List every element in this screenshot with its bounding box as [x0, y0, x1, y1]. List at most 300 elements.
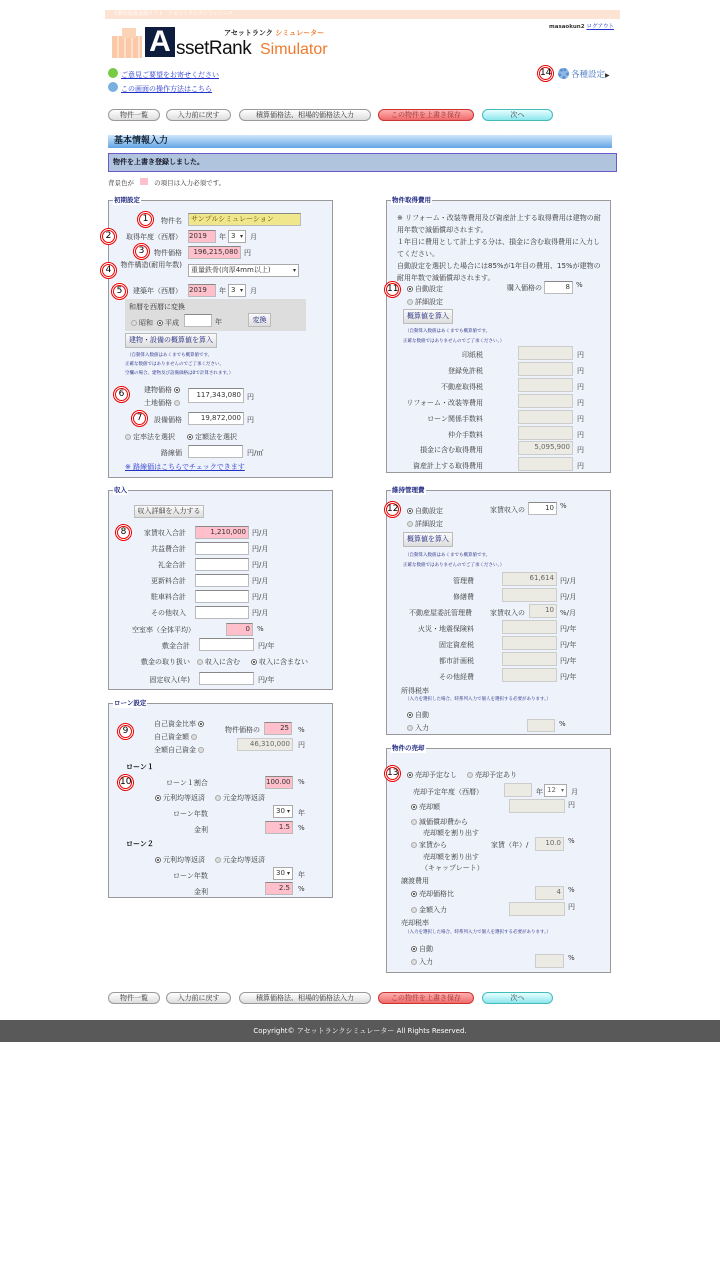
note: （自動算入数値はあくまでも概算値です。: [405, 329, 491, 334]
label: 金利: [194, 826, 208, 834]
label: 印紙税: [462, 351, 483, 359]
marker-10: 10: [117, 774, 134, 791]
label: 不動産屋委託管理費: [409, 609, 472, 617]
unit: %: [576, 281, 583, 289]
label: ローン１割合: [166, 779, 208, 787]
sale-tax-auto-radio[interactable]: [409, 944, 433, 954]
radio-label: 自動: [415, 711, 429, 719]
sale-tax-input[interactable]: [535, 954, 564, 968]
income-tax-input[interactable]: [527, 719, 555, 732]
showa-radio[interactable]: [129, 318, 153, 328]
label: 家賃収入の: [490, 506, 525, 514]
built-year-input[interactable]: 2019: [188, 284, 216, 297]
property-list-button[interactable]: 物件一覧: [108, 992, 160, 1004]
label: その他経費: [439, 673, 474, 681]
note: （自動算入数値はあくまでも概算値です。: [127, 353, 213, 358]
all-own-radio[interactable]: [154, 745, 206, 755]
unit: 円/年: [258, 642, 275, 650]
desc-line: 耐用年数で減価償却されます。: [397, 274, 495, 282]
insurance-input[interactable]: [502, 620, 557, 634]
label: 物件価格: [154, 249, 182, 257]
include-deposit-radio[interactable]: [195, 657, 240, 667]
radio-icon: [411, 842, 417, 848]
marker-3: 3: [133, 243, 150, 260]
radio-icon: [155, 857, 161, 863]
route-price-input[interactable]: [188, 445, 243, 458]
loan1-ratio-input[interactable]: 100.00: [265, 776, 293, 789]
unit: 円/月: [252, 529, 269, 537]
sale-year-input[interactable]: [504, 783, 532, 797]
era-year-input[interactable]: [184, 314, 212, 327]
era-converter: [125, 299, 306, 331]
unit: 年: [536, 788, 543, 796]
panel-title: 収入: [114, 486, 127, 494]
loan2-equal-payment-radio[interactable]: [153, 855, 205, 865]
radio-label: 建物価格: [144, 386, 172, 394]
settings-label: 各種設定: [571, 70, 606, 80]
unit: 円: [568, 801, 575, 809]
unit: 円/年: [560, 657, 577, 665]
label: 家賃収入の: [490, 609, 525, 617]
radio-icon: [411, 946, 417, 952]
radio-icon: [407, 286, 413, 292]
reform-cost-input[interactable]: [518, 394, 573, 408]
unit: 円/年: [258, 676, 275, 684]
acquisition-description: [397, 212, 601, 284]
radio-icon: [467, 772, 473, 778]
management-fee-input[interactable]: 61,614: [502, 572, 557, 586]
radio-label: 自動設定: [415, 507, 443, 515]
help-link[interactable]: この画面の操作方法はこちら: [121, 85, 212, 93]
radio-icon: [197, 659, 203, 665]
acquisition-tax-input[interactable]: [518, 378, 573, 392]
label: 路線価: [161, 449, 182, 457]
unit: 円: [244, 249, 251, 257]
logo-text-simulator: Simulator: [260, 41, 328, 58]
desc-line: 自動設定を選択した場合には85%が1年目の費用、15%が建物の: [397, 262, 601, 270]
sale-tax-heading: 売却税率: [401, 919, 429, 927]
property-price-input[interactable]: 196,215,080: [188, 246, 241, 259]
radio-label: 全額自己資金: [154, 746, 196, 754]
radio-label: 売却予定なし: [415, 771, 457, 779]
logo-mark: A: [145, 27, 175, 57]
structure-select[interactable]: 重量鉄骨(肉厚4mm以上) ▾: [188, 264, 299, 277]
label: 駐車料合計: [151, 593, 186, 601]
property-list-button[interactable]: 物件一覧: [108, 109, 160, 121]
loan2-equal-principal-radio[interactable]: [213, 855, 265, 865]
common-fee-input[interactable]: [195, 542, 249, 555]
desc-line: ※ リフォーム・改装等費用及び資産計上する取得費用は建物の耐: [397, 214, 601, 222]
unit: 円: [577, 415, 584, 423]
purchase-pct-input[interactable]: 8: [544, 281, 573, 294]
marker-8: 8: [115, 524, 132, 541]
gear-icon[interactable]: [558, 68, 569, 79]
built-month-select[interactable]: 3 ▾: [228, 284, 246, 297]
unit: %/月: [560, 609, 577, 617]
unit: %: [257, 625, 264, 633]
unit: 円: [577, 351, 584, 359]
radio-icon: [198, 747, 204, 753]
mail-icon: [108, 68, 118, 78]
note: （入力を選択した場合、時系列入力で個人を選択する必要があります。）: [405, 930, 551, 935]
unit: 円/年: [560, 641, 577, 649]
unit: 円: [577, 462, 584, 470]
parking-fee-input[interactable]: [195, 590, 249, 603]
sale-tax-input-radio[interactable]: [409, 957, 433, 967]
label: 固定収入(年): [149, 676, 190, 684]
no-sale-radio[interactable]: [405, 770, 457, 780]
radio-label: 家賃から: [419, 841, 447, 849]
radio-label: 詳細設定: [415, 298, 443, 306]
rent-pct-input[interactable]: 10: [528, 502, 557, 515]
label: 物件価格の: [225, 726, 260, 734]
sale-amount-input[interactable]: [509, 799, 565, 813]
radio-icon: [174, 400, 180, 406]
required-legend: [108, 178, 225, 187]
brokerage-fee-input[interactable]: [518, 426, 573, 440]
radio-icon: [198, 721, 204, 727]
username: masaokun2: [549, 24, 585, 30]
label: 登録免許税: [448, 367, 483, 375]
from-depreciation-radio[interactable]: [409, 817, 468, 827]
note: 正確な数値ではありませんのでご了承ください。）: [403, 563, 505, 568]
price-ratio-radio[interactable]: [409, 889, 454, 899]
radio-label: 入力: [415, 724, 429, 732]
radio-label: 自動設定: [415, 285, 443, 293]
label: 建築年（西暦）: [133, 287, 182, 295]
label: 修繕費: [453, 593, 474, 601]
unit: %: [298, 885, 305, 893]
feedback-link[interactable]: ご意見ご要望をお寄せください: [121, 71, 219, 79]
year-unit: 年: [215, 318, 222, 326]
auto-setting-radio[interactable]: [405, 506, 443, 516]
unit: 円: [577, 446, 584, 454]
radio-icon: [407, 712, 413, 718]
radio-icon: [407, 772, 413, 778]
radio-label: 売却予定あり: [475, 771, 517, 779]
amount-input-radio[interactable]: [409, 905, 447, 915]
label: 都市計画税: [439, 657, 474, 665]
unit: %: [298, 726, 305, 734]
building-price-input[interactable]: 117,343,080: [188, 388, 244, 403]
unit: 円: [298, 741, 305, 749]
stamp-tax-input[interactable]: [518, 346, 573, 360]
panel-title: 物件取得費用: [392, 196, 431, 204]
marker-12: 12: [384, 501, 401, 518]
estimate-button[interactable]: 概算値を算入: [403, 532, 453, 547]
panel-title: 初期設定: [114, 196, 140, 204]
note: （自動算入数値はあくまでも概算値です。: [405, 553, 491, 558]
marker-11: 11: [384, 281, 401, 298]
acquisition-month-select[interactable]: 3 ▾: [228, 230, 246, 243]
marker-9: 9: [117, 723, 134, 740]
unit: 円: [577, 399, 584, 407]
loan1-equal-payment-radio[interactable]: [153, 793, 205, 803]
caret-right-icon: ▶: [605, 72, 610, 79]
unit: 円: [577, 431, 584, 439]
label: 管理費: [453, 577, 474, 585]
cap-rate-input[interactable]: 10.0: [535, 837, 564, 851]
radio-icon: [131, 320, 137, 326]
own-amount-input[interactable]: 46,310,000: [237, 738, 293, 751]
next-button[interactable]: 次へ: [482, 109, 553, 121]
marker-1: 1: [137, 211, 154, 228]
transfer-ratio-input[interactable]: 4: [535, 886, 564, 900]
required-swatch: [140, 178, 148, 185]
repair-cost-input[interactable]: [502, 588, 557, 602]
label: 空室率（全体平均）: [132, 626, 195, 634]
marker-6: 6: [113, 386, 130, 403]
fixed-income-input[interactable]: [199, 672, 254, 685]
tax-auto-radio[interactable]: [405, 710, 429, 720]
unit: 円/月: [252, 577, 269, 585]
overwrite-save-button[interactable]: この物件を上書き保存: [378, 992, 474, 1004]
label: 共益費合計: [151, 545, 186, 553]
marker-13: 13: [384, 765, 401, 782]
deposit-input[interactable]: [199, 638, 254, 651]
transfer-amount-input[interactable]: [509, 902, 565, 916]
radio-icon: [407, 521, 413, 527]
label: ローン年数: [173, 810, 208, 818]
panel-title: 物件の売却: [392, 744, 425, 752]
label: リフォーム・改装等費用: [406, 399, 483, 407]
unit: 円: [247, 416, 254, 424]
valuation-input-button[interactable]: 積算価格法、相場的価格法入力: [239, 992, 371, 1004]
label: ローン関係手数料: [427, 415, 483, 423]
unit: %: [560, 502, 567, 510]
radio-icon: [187, 434, 193, 440]
detail-setting-radio[interactable]: [405, 519, 443, 529]
valuation-input-button[interactable]: 積算価格法、相場的価格法入力: [239, 109, 371, 121]
planned-sale-radio[interactable]: [465, 770, 517, 780]
converter-title: 和暦を西暦に変換: [129, 303, 185, 311]
radio-label: 売却額: [419, 803, 440, 811]
desc-line: １年目に費用として計上する分は、損金に含む取得費用に入力し: [397, 238, 600, 246]
radio-icon: [155, 795, 161, 801]
other-income-input[interactable]: [195, 606, 249, 619]
loan1-heading: ローン１: [126, 763, 154, 771]
key-money-input[interactable]: [195, 558, 249, 571]
panel-title: ローン設定: [114, 699, 147, 707]
equipment-price-input[interactable]: 19,872,000: [188, 412, 244, 425]
vacancy-rate-input[interactable]: 0: [226, 623, 253, 636]
note: 正確な数値ではありませんのでご了承ください。: [125, 362, 224, 367]
sale-month-select[interactable]: 12 ▾: [544, 784, 567, 797]
logo-text: ssetRank: [176, 38, 252, 59]
success-message: 物件を上書き登録しました。: [108, 153, 617, 172]
from-rent-radio[interactable]: [409, 840, 447, 850]
detail-setting-radio[interactable]: [405, 297, 443, 307]
radio-icon: [191, 734, 197, 740]
radio-icon: [251, 659, 257, 665]
radio-icon: [411, 804, 417, 810]
desc-line: てください。: [397, 250, 439, 258]
unit: %: [568, 954, 575, 962]
radio-label-line2: 売却額を割り出す: [423, 829, 479, 837]
capitalized-cost-input[interactable]: [518, 457, 573, 471]
radio-icon: [125, 434, 131, 440]
transfer-cost-heading: 譲渡費用: [401, 877, 429, 885]
loan-fee-input[interactable]: [518, 410, 573, 424]
radio-label: 自動: [419, 945, 433, 953]
label: その他収入: [151, 609, 186, 617]
loan2-rate-input[interactable]: 2.5: [265, 882, 293, 895]
label: 礼金合計: [158, 561, 186, 569]
unit: 円/年: [560, 673, 577, 681]
radio-label: 売却価格比: [419, 890, 454, 898]
other-expense-input[interactable]: [502, 668, 557, 682]
radio-icon: [407, 508, 413, 514]
month-unit: 月: [250, 287, 257, 295]
loan1-years-select[interactable]: 30 ▾: [273, 805, 293, 818]
panel-title: 維持管理費: [392, 486, 425, 494]
radio-label: 土地価格: [144, 399, 172, 407]
label: 金利: [194, 888, 208, 896]
radio-label: 元利均等返済: [163, 794, 205, 802]
route-price-link[interactable]: ※ 路線価はこちらでチェックできます: [125, 463, 245, 471]
acquisition-cost-panel: [386, 196, 611, 473]
declining-balance-radio[interactable]: [123, 432, 175, 442]
radio-label: 減価償却費から: [419, 818, 468, 826]
unit: 円/月: [252, 545, 269, 553]
city-planning-tax-input[interactable]: [502, 652, 557, 666]
convert-button[interactable]: 変換: [248, 313, 271, 327]
radio-label: 詳細設定: [415, 520, 443, 528]
label: 購入価格の: [507, 284, 542, 292]
own-ratio-input[interactable]: 25: [264, 722, 292, 735]
estimate-button[interactable]: 概算値を算入: [403, 309, 453, 324]
legend-text-2: の項目は入力必須です。: [154, 179, 226, 187]
logo-kana: [224, 29, 324, 38]
radio-label: 入力: [419, 958, 433, 966]
radio-icon: [411, 891, 417, 897]
label: 更新料合計: [151, 577, 186, 585]
property-name-input[interactable]: サンプルシミュレーション: [188, 213, 301, 226]
settings-link[interactable]: [571, 68, 610, 80]
next-button[interactable]: 次へ: [482, 992, 553, 1004]
label: 資産計上する取得費用: [413, 462, 483, 470]
unit: 円/㎡: [247, 449, 264, 457]
label: 取得年度（西暦）: [126, 233, 182, 241]
radio-label: 定率法を選択: [133, 433, 175, 441]
unit: 円/月: [252, 609, 269, 617]
radio-label-line2: 売却額を割り出す: [423, 853, 479, 861]
logo-kana-2: シミュレーター: [275, 29, 325, 37]
maintenance-panel: [386, 486, 611, 735]
radio-label: 収入に含む: [205, 658, 240, 666]
straight-line-radio[interactable]: [185, 432, 237, 442]
label: 物件構造(耐用年数): [120, 261, 182, 269]
heisei-radio[interactable]: [155, 318, 179, 328]
label: 火災・地震保険料: [418, 625, 474, 633]
logo-kana-1: アセットランク: [224, 29, 273, 37]
label: 設備価格: [154, 416, 182, 424]
radio-label: 金額入力: [419, 906, 447, 914]
footer-copyright: Copyright© アセットランクシミュレーター All Rights Reserved.: [0, 1020, 720, 1042]
note: （入力を選択した場合、時系列入力で個人を選択する必要があります。）: [405, 697, 551, 702]
logo[interactable]: [110, 24, 330, 62]
unit: 円: [577, 383, 584, 391]
buildings-logo-icon: [112, 36, 142, 58]
radio-label: 平成: [165, 319, 179, 327]
unit: %: [568, 886, 575, 894]
sale-amount-radio[interactable]: [409, 802, 440, 812]
unit: 円: [568, 903, 575, 911]
label: 仲介手数料: [448, 431, 483, 439]
unit: 円/年: [560, 625, 577, 633]
auto-setting-radio[interactable]: [405, 284, 443, 294]
radio-label: 定額法を選択: [195, 433, 237, 441]
marker-2: 2: [100, 228, 117, 245]
radio-icon: [215, 857, 221, 863]
loan-panel: [108, 699, 333, 898]
unit: 円/月: [560, 593, 577, 601]
income-panel: [108, 486, 333, 690]
land-price-radio[interactable]: [144, 398, 182, 408]
income-detail-button[interactable]: 収入詳細を入力する: [134, 505, 204, 518]
initial-settings-panel: [105, 196, 333, 478]
note: 空欄の場合、建物及び設備価格は0で計算されます。）: [125, 371, 234, 376]
radio-label: 自己資金額: [154, 733, 189, 741]
unit: 円/月: [560, 577, 577, 585]
logout-link[interactable]: ログアウト: [586, 24, 614, 30]
unit: %: [298, 778, 305, 786]
building-price-radio[interactable]: [144, 385, 182, 395]
renewal-fee-input[interactable]: [195, 574, 249, 587]
registration-tax-input[interactable]: [518, 362, 573, 376]
unit: 円/月: [252, 561, 269, 569]
label: 敷金合計: [162, 642, 190, 650]
agency-fee-pct-input[interactable]: 10: [529, 604, 557, 618]
unit: 年: [298, 809, 305, 817]
year-unit: 年: [219, 233, 226, 241]
unit: %: [559, 720, 566, 728]
marker-7: 7: [131, 410, 148, 427]
estimate-building-button[interactable]: 建物・設備の概算値を算入: [125, 333, 217, 348]
radio-icon: [411, 907, 417, 913]
radio-label: 自己資金比率: [154, 720, 196, 728]
loan2-years-select[interactable]: 30 ▾: [273, 867, 293, 880]
unit: 円: [247, 393, 254, 401]
radio-label: 元利均等返済: [163, 856, 205, 864]
label: 家賃収入合計: [144, 529, 186, 537]
page-title: 基本情報入力: [108, 135, 612, 148]
user-info: [549, 22, 614, 30]
expensed-cost-input[interactable]: 5,095,900: [518, 441, 573, 455]
unit: %: [568, 837, 575, 845]
exclude-deposit-radio[interactable]: [249, 657, 308, 667]
marker-5: 5: [111, 283, 128, 300]
loan1-equal-principal-radio[interactable]: [213, 793, 265, 803]
radio-label-line3: （キャップレート）: [421, 864, 484, 872]
own-amount-radio[interactable]: [154, 732, 199, 742]
overwrite-save-button[interactable]: この物件を上書き保存: [378, 109, 474, 121]
loan1-rate-input[interactable]: 1.5: [265, 821, 293, 834]
unit: 月: [571, 788, 578, 796]
radio-label: 収入に含まない: [259, 658, 308, 666]
property-tax-input[interactable]: [502, 636, 557, 650]
rent-income-input[interactable]: 1,210,000: [195, 526, 249, 539]
building-top-icon: [122, 28, 136, 38]
revert-button[interactable]: 入力前に戻す: [166, 992, 231, 1004]
acquisition-year-input[interactable]: 2019: [188, 230, 216, 243]
marker-14: 14: [537, 65, 554, 82]
site-tagline-bar: 不動産投資支援ソフト アセットランクシミュレータ: [105, 10, 620, 19]
year-unit: 年: [219, 287, 226, 295]
own-ratio-radio[interactable]: [154, 719, 206, 729]
tax-input-radio[interactable]: [405, 723, 429, 733]
revert-button[interactable]: 入力前に戻す: [166, 109, 231, 121]
